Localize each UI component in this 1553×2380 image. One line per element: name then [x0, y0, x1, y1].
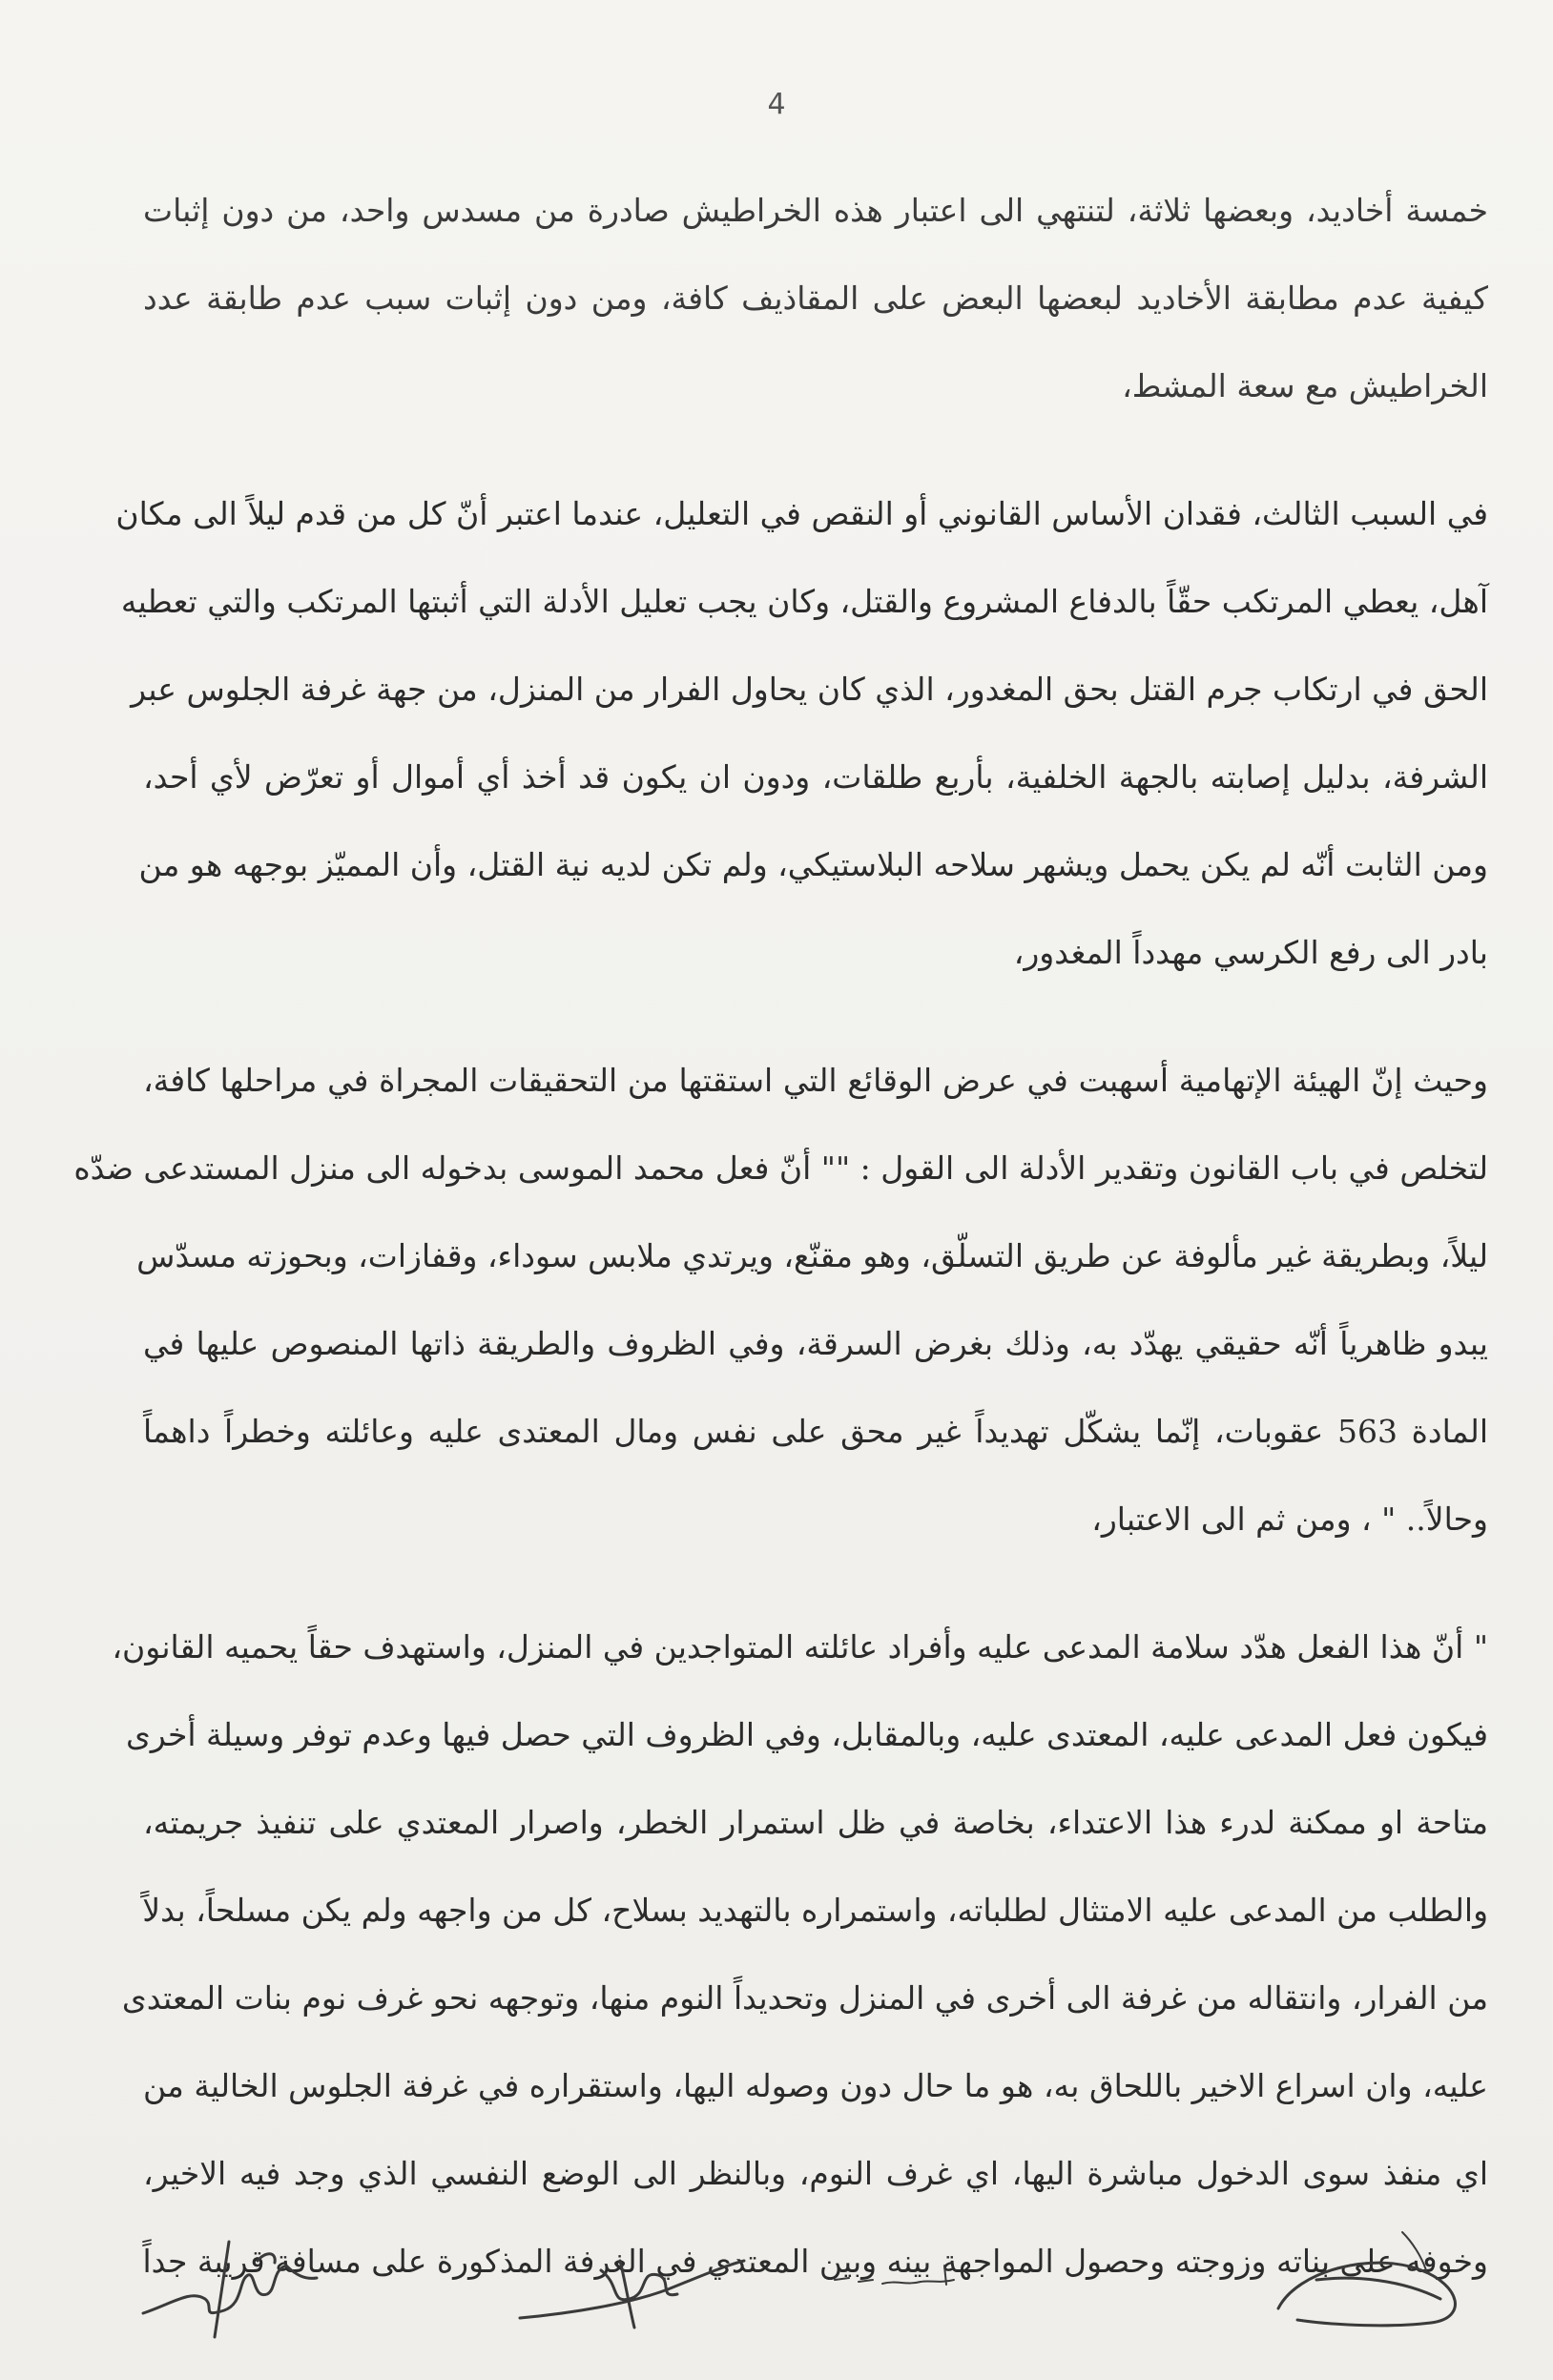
text-line: ليلاً، وبطريقة غير مألوفة عن طريق التسلّق، وهو مقنّع، ويرتدي ملابس سوداء، وقفازات، وبحوزته مسدّس [136, 1237, 1488, 1274]
signatures-row [134, 2213, 1507, 2356]
text-line: خمسة أخاديد، وبعضها ثلاثة، لتنتهي الى اعتبار هذه الخراطيش صادرة من مسدس واحد، من دون إثبات [143, 192, 1488, 229]
text-line: والطلب من المدعى عليه الامتثال لطلباته، واستمراره بالتهديد بسلاح، كل من واجهه ولم يكن مسلحاً، بدلاً [142, 1892, 1488, 1929]
text-line: " أنّ هذا الفعل هدّد سلامة المدعى عليه وأفراد عائلته المتواجدين في المنزل، واستهدف حقاً يحميه القانون، [112, 1628, 1488, 1666]
paragraph-4 [112, 1604, 1488, 2306]
paragraph-1 [143, 167, 1488, 430]
paragraph-2 [115, 470, 1488, 997]
document-body [73, 167, 1488, 2346]
signature-3 [830, 2251, 963, 2308]
text-line: الخراطيش مع سعة المشط، [1122, 367, 1488, 404]
text-line: اي منفذ سوى الدخول مباشرة اليها، اي غرف النوم، وبالنظر الى الوضع النفسي الذي وجد فيه الاخير، [143, 2155, 1488, 2192]
text-line: الحق في ارتكاب جرم القتل بحق المغدور، الذي كان يحاول الفرار من المنزل، من جهة غرفة الجلوس عبر [131, 671, 1488, 708]
text-line: وحيث إنّ الهيئة الإتهامية أسهبت في عرض الوقائع التي استقتها من التحقيقات المجراة في مراحلها كافة، [143, 1062, 1488, 1099]
text-line: المادة 563 عقوبات، إنّما يشكّل تهديداً غير محق على نفس ومال المعتدى عليه وعائلته وخطراً داهماً [143, 1413, 1488, 1450]
text-line: يبدو ظاهرياً أنّه حقيقي يهدّد به، وذلك بغرض السرقة، وفي الظروف والطريقة ذاتها المنصوص عليها في [143, 1325, 1488, 1362]
text-line: الشرفة، بدليل إصابته بالجهة الخلفية، بأربع طلقات، ودون ان يكون قد أخذ أي أموال أو تعرّض لأي أحد، [143, 758, 1488, 796]
text-line: آهل، يعطي المرتكب حقّاً بالدفاع المشروع والقتل، وكان يجب تعليل الأدلة التي أثبتها المرتكب والتي تعطيه [120, 583, 1488, 620]
text-line: بادر الى رفع الكرسي مهدداً المغدور، [1013, 934, 1488, 971]
text-line: عليه، وان اسراع الاخير باللحاق به، هو ما حال دون وصوله اليها، واستقراره في غرفة الجلوس الخالية من [143, 2067, 1488, 2104]
signature-4 [1259, 2213, 1488, 2347]
text-line: من الفرار، وانتقاله من غرفة الى أخرى في المنزل وتحديداً النوم منها، وتوجهه نحو غرف نوم بنات المعتدى [121, 1979, 1488, 2017]
paragraph-3 [73, 1037, 1488, 1563]
text-line: كيفية عدم مطابقة الأخاديد لبعضها البعض على المقاذيف كافة، ومن دون إثبات سبب عدم طابقة عدد [143, 279, 1488, 317]
text-line: وحالاً.. " ، ومن ثم الى الاعتبار، [1091, 1500, 1488, 1538]
text-line: في السبب الثالث، فقدان الأساس القانوني أو النقص في التعليل، عندما اعتبر أنّ كل من قدم ليلاً الى مكان [115, 495, 1488, 532]
text-line: لتخلص في باب القانون وتقدير الأدلة الى القول : "" أنّ فعل محمد الموسى بدخوله الى منزل المستدعى ضدّه [73, 1149, 1488, 1187]
text-line: وخوفه على بناته وزوجته وحصول المواجهة بينه وبين المعتدي في الغرفة المذكورة على مسافة قريبة جداً [142, 2243, 1488, 2280]
signature-2 [515, 2232, 763, 2347]
page-number: 4 [767, 88, 786, 121]
text-line: ومن الثابت أنّه لم يكن يحمل ويشهر سلاحه البلاستيكي، ولم تكن لديه نية القتل، وأن المميّز بوجهه هو من [138, 846, 1488, 883]
text-line: فيكون فعل المدعى عليه، المعتدى عليه، وبالمقابل، وفي الظروف التي حصل فيها وعدم توفر وسيلة أخرى [125, 1716, 1488, 1753]
text-line: متاحة او ممكنة لدرء هذا الاعتداء، بخاصة في ظل استمرار الخطر، واصرار المعتدي على تنفيذ جريمته، [143, 1804, 1488, 1841]
signature-1 [134, 2223, 324, 2347]
